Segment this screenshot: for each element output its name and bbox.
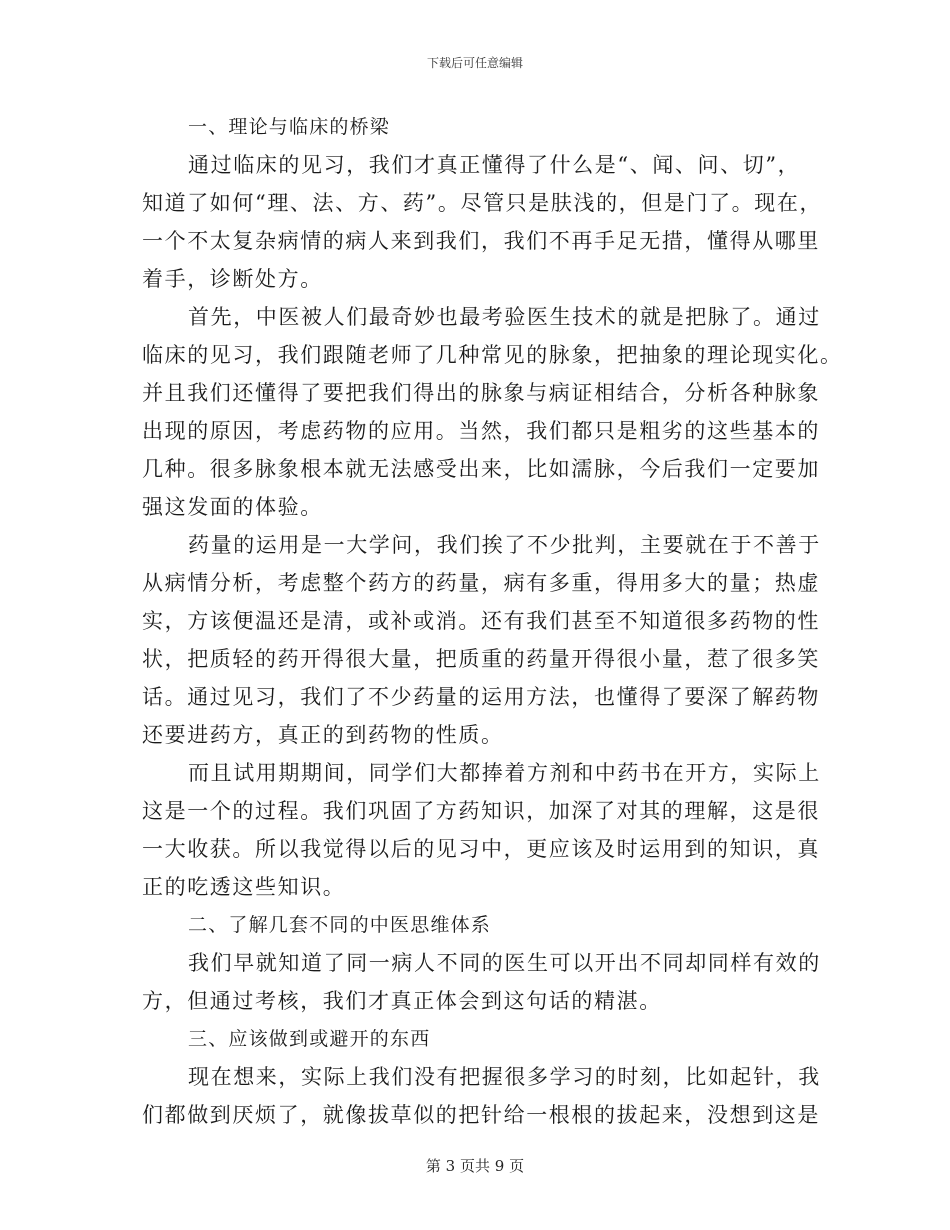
- text-line: 着手，诊断处方。: [142, 267, 323, 291]
- text-line: 而且试用期期间，同学们大都捧着方剂和中药书在开方，实际上: [188, 761, 821, 785]
- paragraph: [142, 526, 821, 754]
- heading-text: 二、了解几套不同的中医思维体系: [188, 914, 492, 936]
- text-line: 现在想来，实际上我们没有把握很多学习的时刻，比如起针，我: [188, 1065, 821, 1089]
- text-line: 强这发面的体验。: [142, 495, 323, 519]
- heading-text: 一、理论与临床的桥梁: [188, 116, 391, 138]
- paragraph: [142, 298, 843, 526]
- text-line: 出现的原因，考虑药物的应用。当然，我们都只是粗劣的这些基本的: [142, 419, 820, 443]
- text-line: 一个不太复杂病情的病人来到我们，我们不再手足无措，懂得从哪里: [142, 229, 820, 253]
- text-line: 临床的见习，我们跟随老师了几种常见的脉象，把抽象的理论现实化。: [142, 343, 843, 367]
- text-line: 方，但通过考核，我们才真正体会到这句话的精湛。: [142, 989, 662, 1013]
- text-line: 状，把质轻的药开得很大量，把质重的药量开得很小量，惹了很多笑: [142, 647, 820, 671]
- text-line: 药量的运用是一大学问，我们挨了不少批判，主要就在于不善于: [188, 533, 821, 557]
- text-line: 一大收获。所以我觉得以后的见习中，更应该及时运用到的知识，真: [142, 837, 820, 861]
- section-heading-3: [142, 1020, 808, 1058]
- paragraph: [142, 1058, 821, 1134]
- text-line: 我们早就知道了同一病人不同的医生可以开出不同却同样有效的: [188, 951, 821, 975]
- paragraph: [142, 146, 823, 298]
- text-line: 首先，中医被人们最奇妙也最考验医生技术的就是把脉了。通过: [188, 305, 821, 329]
- text-line: 话。通过见习，我们了不少药量的运用方法，也懂得了要深了解药物: [142, 685, 820, 709]
- paragraph: [142, 944, 821, 1020]
- text-line: 并且我们还懂得了要把我们得出的脉象与病证相结合，分析各种脉象: [142, 381, 820, 405]
- text-line: 们都做到厌烦了，就像拔草似的把针给一根根的拔起来，没想到这是: [142, 1103, 820, 1127]
- document-body: [142, 108, 843, 1134]
- text-line: 还要进药方，真正的到药物的性质。: [142, 723, 504, 747]
- text-line: 从病情分析，考虑整个药方的药量，病有多重，得用多大的量；热虚: [142, 571, 820, 595]
- text-line: 这是一个的过程。我们巩固了方药知识，加深了对其的理解，这是很: [142, 799, 820, 823]
- heading-text: 三、应该做到或避开的东西: [188, 1028, 431, 1050]
- text-line: 几种。很多脉象根本就无法感受出来，比如濡脉，今后我们一定要加: [142, 457, 820, 481]
- page-header: 下载后可任意编辑: [426, 56, 523, 70]
- section-heading-2: [142, 906, 808, 944]
- text-line: 实，方该便温还是清，或补或消。还有我们甚至不知道很多药物的性: [142, 609, 820, 633]
- text-line: 正的吃透这些知识。: [142, 875, 346, 899]
- page-footer: 第 3 页共 9 页: [425, 1157, 525, 1175]
- text-line: 知道了如何“理、法、方、药”。尽管只是肤浅的，但是门了。现在，: [142, 191, 823, 215]
- section-heading-1: [142, 108, 808, 146]
- paragraph: [142, 754, 821, 906]
- text-line: 通过临床的见习，我们才真正懂得了什么是“、闻、问、切”，: [188, 153, 801, 177]
